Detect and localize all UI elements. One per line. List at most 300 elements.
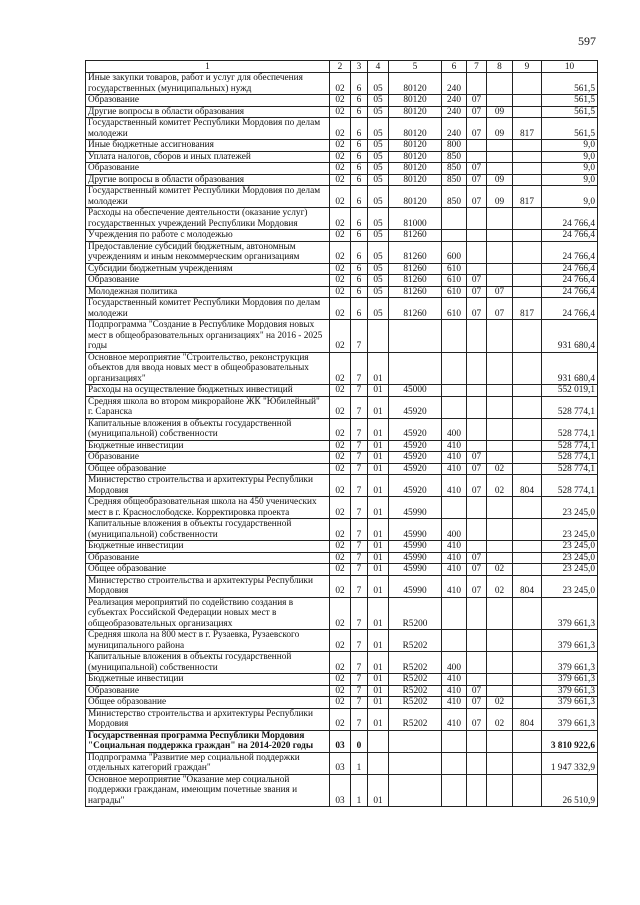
subprogram-code — [368, 320, 389, 353]
target-code: R5202 — [389, 674, 442, 686]
department-section — [467, 263, 487, 275]
department-section — [467, 597, 487, 630]
subprogram-code: 05 — [368, 263, 389, 275]
department-section — [467, 140, 487, 152]
ministry-code — [513, 652, 542, 674]
subsection — [487, 275, 513, 287]
subsection — [487, 752, 513, 774]
table-row — [86, 752, 598, 774]
subprogram-code: 05 — [368, 73, 389, 95]
row-name: Министерство строительства и архитектуры Республики Мордовия — [86, 475, 330, 497]
section-code: 02 — [330, 630, 351, 652]
table-row — [86, 106, 598, 118]
row-name: Предоставление субсидий бюджетным, автономным учреждениям и иным некоммерческим организациям — [86, 241, 330, 263]
subprogram-code: 05 — [368, 275, 389, 287]
program-code: 6 — [351, 241, 368, 263]
target-code: 80120 — [389, 106, 442, 118]
section-code: 02 — [330, 174, 351, 186]
expense-type: 850 — [442, 151, 467, 163]
subprogram-code: 01 — [368, 541, 389, 553]
target-code: 81260 — [389, 230, 442, 242]
subsection: 09 — [487, 106, 513, 118]
amount: 3 810 922,6 — [542, 730, 598, 752]
row-name: Основное мероприятие "Оказание мер социальной поддержки гражданам, имеющим почетные звания и награды" — [86, 774, 330, 807]
subprogram-code: 01 — [368, 396, 389, 418]
section-code: 02 — [330, 286, 351, 298]
ministry-code — [513, 597, 542, 630]
program-code: 6 — [351, 286, 368, 298]
expense-type — [442, 385, 467, 397]
section-code: 02 — [330, 73, 351, 95]
department-section: 07 — [467, 286, 487, 298]
subsection: 09 — [487, 118, 513, 140]
section-code: 02 — [330, 320, 351, 353]
ministry-code — [513, 73, 542, 95]
department-section: 07 — [467, 298, 487, 320]
table-row — [86, 630, 598, 652]
target-code: 45920 — [389, 463, 442, 475]
department-section: 07 — [467, 106, 487, 118]
subsection — [487, 163, 513, 175]
expense-type: 610 — [442, 275, 467, 287]
ministry-code: 817 — [513, 186, 542, 208]
table-row — [86, 385, 598, 397]
program-code: 7 — [351, 463, 368, 475]
expense-type: 410 — [442, 564, 467, 576]
program-code: 6 — [351, 174, 368, 186]
program-code: 6 — [351, 140, 368, 152]
expense-type: 240 — [442, 73, 467, 95]
row-name: Общее образование — [86, 463, 330, 475]
amount: 528 774,1 — [542, 452, 598, 464]
department-section — [467, 241, 487, 263]
amount: 9,0 — [542, 163, 598, 175]
section-code: 02 — [330, 564, 351, 576]
subprogram-code: 01 — [368, 463, 389, 475]
expense-type — [442, 597, 467, 630]
table-row — [86, 118, 598, 140]
subprogram-code: 01 — [368, 708, 389, 730]
expense-type — [442, 208, 467, 230]
subsection: 02 — [487, 564, 513, 576]
ministry-code: 804 — [513, 708, 542, 730]
table-row — [86, 230, 598, 242]
subsection — [487, 241, 513, 263]
subprogram-code: 05 — [368, 298, 389, 320]
department-section — [467, 630, 487, 652]
expense-type — [442, 230, 467, 242]
department-section — [467, 396, 487, 418]
expense-type: 240 — [442, 95, 467, 107]
ministry-code — [513, 463, 542, 475]
subsection — [487, 541, 513, 553]
program-code: 7 — [351, 475, 368, 497]
ministry-code — [513, 320, 542, 353]
table-body — [86, 73, 598, 807]
program-code: 7 — [351, 697, 368, 709]
ministry-code — [513, 697, 542, 709]
department-section — [467, 497, 487, 519]
target-code: 80120 — [389, 118, 442, 140]
program-code: 7 — [351, 440, 368, 452]
department-section: 07 — [467, 564, 487, 576]
ministry-code — [513, 140, 542, 152]
ministry-code — [513, 352, 542, 385]
ministry-code — [513, 263, 542, 275]
expense-type: 610 — [442, 298, 467, 320]
department-section — [467, 440, 487, 452]
table-row — [86, 541, 598, 553]
department-section — [467, 541, 487, 553]
amount: 561,5 — [542, 73, 598, 95]
subsection — [487, 320, 513, 353]
expense-type: 410 — [442, 475, 467, 497]
amount: 23 245,0 — [542, 564, 598, 576]
target-code — [389, 752, 442, 774]
amount: 24 766,4 — [542, 230, 598, 242]
row-name: Государственная программа Республики Мордовия "Социальная поддержка граждан" на 2014-2020 годы — [86, 730, 330, 752]
department-section: 07 — [467, 552, 487, 564]
program-code: 7 — [351, 541, 368, 553]
department-section: 07 — [467, 575, 487, 597]
amount: 379 661,3 — [542, 674, 598, 686]
program-code: 7 — [351, 708, 368, 730]
ministry-code: 817 — [513, 118, 542, 140]
amount: 24 766,4 — [542, 208, 598, 230]
subsection — [487, 151, 513, 163]
department-section: 07 — [467, 452, 487, 464]
table-row — [86, 564, 598, 576]
program-code: 6 — [351, 118, 368, 140]
target-code: R5202 — [389, 697, 442, 709]
subprogram-code: 05 — [368, 163, 389, 175]
program-code: 7 — [351, 418, 368, 440]
program-code: 7 — [351, 652, 368, 674]
section-code: 02 — [330, 575, 351, 597]
row-name: Основное мероприятие "Строительство, реконструкция объектов для ввода новых мест в общеобразовательных организациях" — [86, 352, 330, 385]
ministry-code — [513, 396, 542, 418]
section-code: 02 — [330, 208, 351, 230]
section-code: 02 — [330, 685, 351, 697]
program-code: 7 — [351, 385, 368, 397]
amount: 528 774,1 — [542, 418, 598, 440]
expense-type: 850 — [442, 163, 467, 175]
table-row — [86, 241, 598, 263]
table-row — [86, 275, 598, 287]
row-name: Государственный комитет Республики Мордовия по делам молодежи — [86, 118, 330, 140]
target-code: R5202 — [389, 652, 442, 674]
subprogram-code — [368, 752, 389, 774]
subprogram-code: 01 — [368, 418, 389, 440]
amount: 24 766,4 — [542, 275, 598, 287]
target-code: 80120 — [389, 163, 442, 175]
target-code: 81260 — [389, 263, 442, 275]
expense-type: 410 — [442, 463, 467, 475]
subprogram-code: 05 — [368, 286, 389, 298]
program-code: 6 — [351, 73, 368, 95]
table-row — [86, 730, 598, 752]
ministry-code — [513, 163, 542, 175]
target-code: 45990 — [389, 575, 442, 597]
section-code: 02 — [330, 95, 351, 107]
table-row — [86, 475, 598, 497]
section-code: 03 — [330, 752, 351, 774]
ministry-code — [513, 230, 542, 242]
header-cell: 7 — [467, 61, 487, 73]
section-code: 02 — [330, 697, 351, 709]
target-code — [389, 352, 442, 385]
subsection — [487, 95, 513, 107]
subprogram-code: 05 — [368, 186, 389, 208]
section-code: 02 — [330, 106, 351, 118]
subsection — [487, 418, 513, 440]
expense-type: 850 — [442, 174, 467, 186]
program-code: 7 — [351, 564, 368, 576]
section-code: 02 — [330, 552, 351, 564]
subsection: 02 — [487, 697, 513, 709]
ministry-code — [513, 286, 542, 298]
amount: 528 774,1 — [542, 396, 598, 418]
subsection: 07 — [487, 298, 513, 320]
row-name: Подпрограмма "Развитие мер социальной поддержки отдельных категорий граждан" — [86, 752, 330, 774]
section-code: 02 — [330, 241, 351, 263]
department-section — [467, 774, 487, 807]
expense-type: 410 — [442, 685, 467, 697]
amount: 24 766,4 — [542, 241, 598, 263]
ministry-code — [513, 106, 542, 118]
table-row — [86, 774, 598, 807]
header-cell: 9 — [513, 61, 542, 73]
expense-type: 400 — [442, 519, 467, 541]
department-section — [467, 208, 487, 230]
department-section: 07 — [467, 186, 487, 208]
row-name: Расходы на обеспечение деятельности (оказание услуг) государственных учреждений Республики Мордовия — [86, 208, 330, 230]
table-row — [86, 440, 598, 452]
department-section — [467, 73, 487, 95]
header-cell: 2 — [330, 61, 351, 73]
target-code: 80120 — [389, 73, 442, 95]
section-code: 02 — [330, 140, 351, 152]
section-code: 02 — [330, 418, 351, 440]
program-code: 7 — [351, 320, 368, 353]
target-code: 80120 — [389, 151, 442, 163]
expense-type: 240 — [442, 118, 467, 140]
program-code: 6 — [351, 151, 368, 163]
amount: 9,0 — [542, 174, 598, 186]
ministry-code — [513, 497, 542, 519]
subprogram-code: 05 — [368, 118, 389, 140]
expense-type: 850 — [442, 186, 467, 208]
ministry-code: 804 — [513, 575, 542, 597]
row-name: Государственный комитет Республики Мордовия по делам молодежи — [86, 186, 330, 208]
row-name: Иные закупки товаров, работ и услуг для обеспечения государственных (муниципальных) нужд — [86, 73, 330, 95]
table-row — [86, 452, 598, 464]
amount: 26 510,9 — [542, 774, 598, 807]
section-code: 02 — [330, 708, 351, 730]
row-name: Уплата налогов, сборов и иных платежей — [86, 151, 330, 163]
subsection: 02 — [487, 708, 513, 730]
subprogram-code: 01 — [368, 452, 389, 464]
subsection — [487, 396, 513, 418]
subsection: 02 — [487, 475, 513, 497]
expense-type: 400 — [442, 418, 467, 440]
program-code: 7 — [351, 575, 368, 597]
target-code: 81000 — [389, 208, 442, 230]
header-cell: 8 — [487, 61, 513, 73]
expense-type: 410 — [442, 674, 467, 686]
subprogram-code: 05 — [368, 241, 389, 263]
target-code: R5202 — [389, 708, 442, 730]
table-row — [86, 597, 598, 630]
subprogram-code — [368, 730, 389, 752]
target-code: 45990 — [389, 541, 442, 553]
amount: 552 019,1 — [542, 385, 598, 397]
ministry-code — [513, 685, 542, 697]
section-code: 02 — [330, 652, 351, 674]
target-code: 81260 — [389, 241, 442, 263]
expense-type — [442, 320, 467, 353]
target-code: 80120 — [389, 95, 442, 107]
department-section: 07 — [467, 163, 487, 175]
expense-type: 800 — [442, 140, 467, 152]
subprogram-code: 01 — [368, 519, 389, 541]
row-name: Образование — [86, 685, 330, 697]
row-name: Субсидии бюджетным учреждениям — [86, 263, 330, 275]
target-code — [389, 320, 442, 353]
subprogram-code: 01 — [368, 385, 389, 397]
row-name: Образование — [86, 552, 330, 564]
page-number: 597 — [578, 34, 596, 48]
subsection — [487, 674, 513, 686]
row-name: Молодежная политика — [86, 286, 330, 298]
amount: 379 661,3 — [542, 630, 598, 652]
row-name: Иные бюджетные ассигнования — [86, 140, 330, 152]
subprogram-code: 01 — [368, 697, 389, 709]
row-name: Капитальные вложения в объекты государственной (муниципальной) собственности — [86, 652, 330, 674]
section-code: 02 — [330, 440, 351, 452]
ministry-code — [513, 385, 542, 397]
subsection — [487, 73, 513, 95]
program-code: 7 — [351, 452, 368, 464]
table-row — [86, 697, 598, 709]
row-name: Министерство строительства и архитектуры Республики Мордовия — [86, 575, 330, 597]
expense-type: 410 — [442, 541, 467, 553]
section-code: 02 — [330, 396, 351, 418]
program-code: 1 — [351, 774, 368, 807]
program-code: 7 — [351, 597, 368, 630]
subsection: 02 — [487, 575, 513, 597]
subsection: 02 — [487, 463, 513, 475]
department-section — [467, 352, 487, 385]
subsection — [487, 630, 513, 652]
subsection — [487, 597, 513, 630]
table-row — [86, 652, 598, 674]
program-code: 6 — [351, 263, 368, 275]
table-row — [86, 186, 598, 208]
section-code: 02 — [330, 541, 351, 553]
ministry-code — [513, 275, 542, 287]
ministry-code — [513, 95, 542, 107]
target-code: R5202 — [389, 685, 442, 697]
target-code: 45990 — [389, 519, 442, 541]
program-code: 7 — [351, 630, 368, 652]
row-name: Общее образование — [86, 564, 330, 576]
subprogram-code: 01 — [368, 597, 389, 630]
expense-type: 410 — [442, 697, 467, 709]
target-code: 80120 — [389, 174, 442, 186]
section-code: 02 — [330, 186, 351, 208]
department-section: 07 — [467, 275, 487, 287]
expense-type — [442, 396, 467, 418]
amount: 23 245,0 — [542, 575, 598, 597]
table-row — [86, 320, 598, 353]
target-code: 81260 — [389, 275, 442, 287]
ministry-code — [513, 241, 542, 263]
header-cell: 4 — [368, 61, 389, 73]
program-code: 6 — [351, 298, 368, 320]
department-section: 07 — [467, 475, 487, 497]
department-section: 07 — [467, 174, 487, 186]
target-code: R5200 — [389, 597, 442, 630]
program-code: 6 — [351, 208, 368, 230]
subsection — [487, 385, 513, 397]
expense-type: 610 — [442, 263, 467, 275]
subprogram-code: 05 — [368, 151, 389, 163]
ministry-code — [513, 674, 542, 686]
ministry-code — [513, 519, 542, 541]
table-row — [86, 95, 598, 107]
expense-type — [442, 774, 467, 807]
program-code: 7 — [351, 552, 368, 564]
ministry-code — [513, 418, 542, 440]
ministry-code: 804 — [513, 475, 542, 497]
row-name: Образование — [86, 275, 330, 287]
section-code: 02 — [330, 452, 351, 464]
subsection — [487, 230, 513, 242]
table-row — [86, 174, 598, 186]
table-row — [86, 263, 598, 275]
department-section — [467, 652, 487, 674]
ministry-code — [513, 752, 542, 774]
table-row — [86, 208, 598, 230]
subsection — [487, 497, 513, 519]
ministry-code — [513, 208, 542, 230]
table-row — [86, 685, 598, 697]
target-code: 81260 — [389, 298, 442, 320]
subprogram-code: 05 — [368, 95, 389, 107]
expense-type: 400 — [442, 652, 467, 674]
subsection — [487, 263, 513, 275]
section-code: 02 — [330, 352, 351, 385]
table-row — [86, 163, 598, 175]
target-code: 80120 — [389, 140, 442, 152]
department-section — [467, 730, 487, 752]
expense-type — [442, 497, 467, 519]
target-code: 45920 — [389, 396, 442, 418]
ministry-code — [513, 552, 542, 564]
header-row — [86, 61, 598, 73]
amount: 9,0 — [542, 140, 598, 152]
amount: 379 661,3 — [542, 597, 598, 630]
subprogram-code: 01 — [368, 564, 389, 576]
department-section — [467, 151, 487, 163]
expense-type: 410 — [442, 440, 467, 452]
amount: 561,5 — [542, 118, 598, 140]
amount: 931 680,4 — [542, 320, 598, 353]
subsection — [487, 519, 513, 541]
amount: 9,0 — [542, 151, 598, 163]
row-name: Государственный комитет Республики Мордовия по делам молодежи — [86, 298, 330, 320]
